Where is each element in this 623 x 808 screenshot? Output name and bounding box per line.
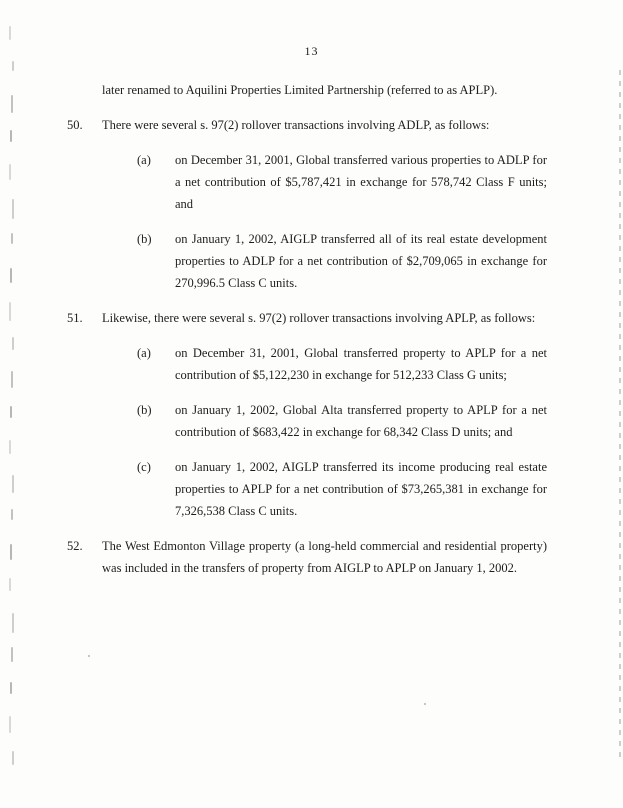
item-text: on January 1, 2002, Global Alta transferred property to APLP for a net contribution of $683,422 in exchange for 68,342 Class D units; and (175, 403, 547, 439)
item-text: on December 31, 2001, Global transferred property to APLP for a net contribution of $5,122,230 in exchange for 512,233 Class G units; (175, 346, 547, 382)
paragraph-number: 50. (67, 118, 83, 132)
paragraph-51-item-a (0, 342, 623, 386)
binding-mark (9, 578, 11, 591)
paragraph-51 (0, 307, 623, 329)
paragraph-52 (0, 535, 623, 579)
scan-speck (88, 655, 90, 657)
paragraph-number: 52. (67, 539, 83, 553)
paragraph-text: There were several s. 97(2) rollover transactions involving ADLP, as follows: (102, 118, 490, 132)
binding-mark (9, 716, 11, 733)
item-label: (c) (137, 460, 151, 474)
paragraph-50-item-a (0, 149, 623, 215)
item-text: on January 1, 2002, AIGLP transferred all of its real estate development properties to ADLP for a net contribution of $2,709,065 in exchange for 270,996.5 Class C units. (175, 232, 547, 290)
binding-mark (11, 647, 13, 662)
paragraph-text: The West Edmonton Village property (a long-held commercial and residential property) was included in the transfers of property from AIGLP to APLP on January 1, 2002. (102, 539, 547, 575)
item-text: on December 31, 2001, Global transferred various properties to ADLP for a net contribution of $5,787,421 in exchange for 578,742 Class F units; and (175, 153, 547, 211)
binding-mark (12, 751, 14, 765)
binding-mark (10, 682, 12, 694)
paragraph-text: Likewise, there were several s. 97(2) rollover transactions involving APLP, as follows: (102, 311, 536, 325)
paragraph-51-item-c (0, 456, 623, 522)
paragraph-51-item-b (0, 399, 623, 443)
item-label: (b) (137, 232, 152, 246)
paragraph-number: 51. (67, 311, 83, 325)
page-number: 13 (304, 44, 319, 58)
paragraph-50-item-b (0, 228, 623, 294)
paragraph-50 (0, 114, 623, 136)
item-label: (a) (137, 346, 151, 360)
item-label: (b) (137, 403, 152, 417)
scan-speck (424, 703, 426, 705)
document-content (0, 40, 623, 579)
item-text: on January 1, 2002, AIGLP transferred its income producing real estate properties to APLP for a net contribution of $73,265,381 in exchange for 7,326,538 Class C units. (175, 460, 547, 518)
item-label: (a) (137, 153, 151, 167)
binding-mark (9, 26, 11, 40)
continuation-paragraph: later renamed to Aquilini Properties Limited Partnership (referred to as APLP). (102, 83, 498, 97)
binding-mark (12, 613, 14, 633)
